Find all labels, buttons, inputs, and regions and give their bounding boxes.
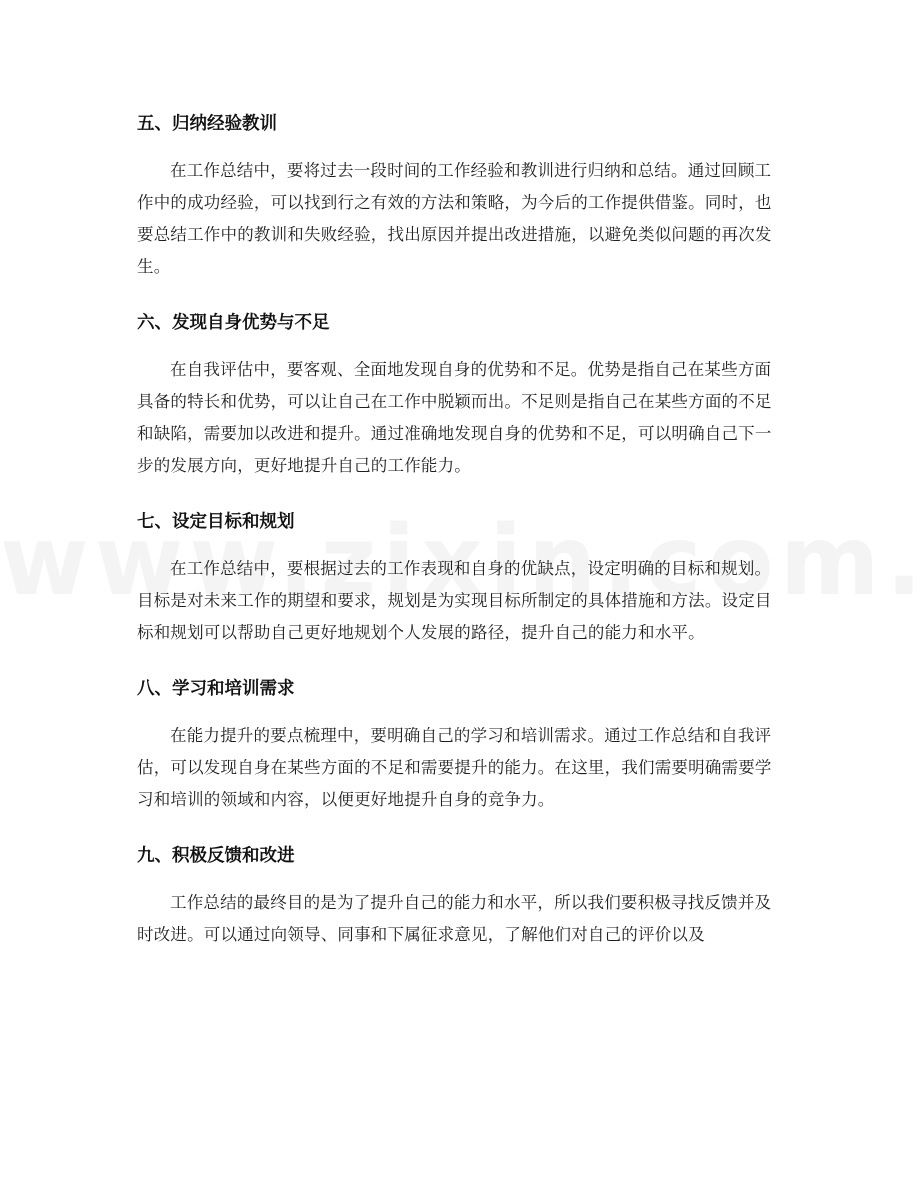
section-heading: 七、设定目标和规划 [137,512,295,532]
paragraph-line: 确需要学习和培训的领域和内容，以便更好地提升自身的竞争力。 [137,758,772,809]
paragraph-line: 问题的再次发生。 [137,225,772,276]
section-7 [137,502,785,649]
section-heading: 六、发现自身优势与不足 [137,313,330,333]
document-body [137,104,785,971]
paragraph-line: 同时，也要总结工作中的教训和失败经验，找出原因并提出改进措施，以避免类似 [137,193,772,244]
section-paragraph [137,155,785,283]
paragraph-line: 在工作总结中，要将过去一段时间的工作经验和教训进行归纳和总结。通过回 [170,161,738,180]
paragraph-line: 工作总结的最终目的是为了提升自己的能力和水平，所以我们要积极寻找反馈 [170,893,738,912]
paragraph-line: 划。目标是对未来工作的期望和要求，规划是为实现目标所制定的具体措施和方法 [137,559,772,610]
section-paragraph [137,354,785,482]
section-paragraph [137,720,785,816]
section-8 [137,669,785,816]
section-heading: 九、积极反馈和改进 [137,846,295,866]
paragraph-line: 在工作总结中，要根据过去的工作表现和自身的优缺点，设定明确的目标和规 [170,559,738,578]
paragraph-line: 在自我评估中，要客观、全面地发现自身的优势和不足。优势是指自己在某些 [170,360,738,379]
paragraph-line: 明确自己下一步的发展方向，更好地提升自己的工作能力。 [137,424,772,475]
paragraph-line: 方面具备的特长和优势，可以让自己在工作中脱颖而出。不足则是指自己在某些方 [137,360,772,411]
section-5 [137,104,785,283]
section-heading: 八、学习和培训需求 [137,679,295,699]
paragraph-line: 并及时改进。可以通过向领导、同事和下属征求意见，了解他们对自己的评价以及 [137,893,772,944]
section-heading: 五、归纳经验教训 [137,114,277,134]
section-paragraph [137,553,785,649]
paragraph-line: 平。 [671,623,705,642]
section-9 [137,836,785,951]
section-paragraph [137,887,785,951]
paragraph-line: 顾工作中的成功经验，可以找到行之有效的方法和策略，为今后的工作提供借鉴。 [137,161,772,212]
paragraph-line: 。设定目标和规划可以帮助自己更好地规划个人发展的路径，提升自己的能力和水 [137,591,772,642]
paragraph-line: 我评估，可以发现自身在某些方面的不足和需要提升的能力。在这里，我们需要明 [137,726,772,777]
paragraph-line: 在能力提升的要点梳理中，要明确自己的学习和培训需求。通过工作总结和自 [170,726,738,745]
paragraph-line: 面的不足和缺陷，需要加以改进和提升。通过准确地发现自身的优势和不足，可以 [137,392,772,443]
section-6 [137,303,785,482]
